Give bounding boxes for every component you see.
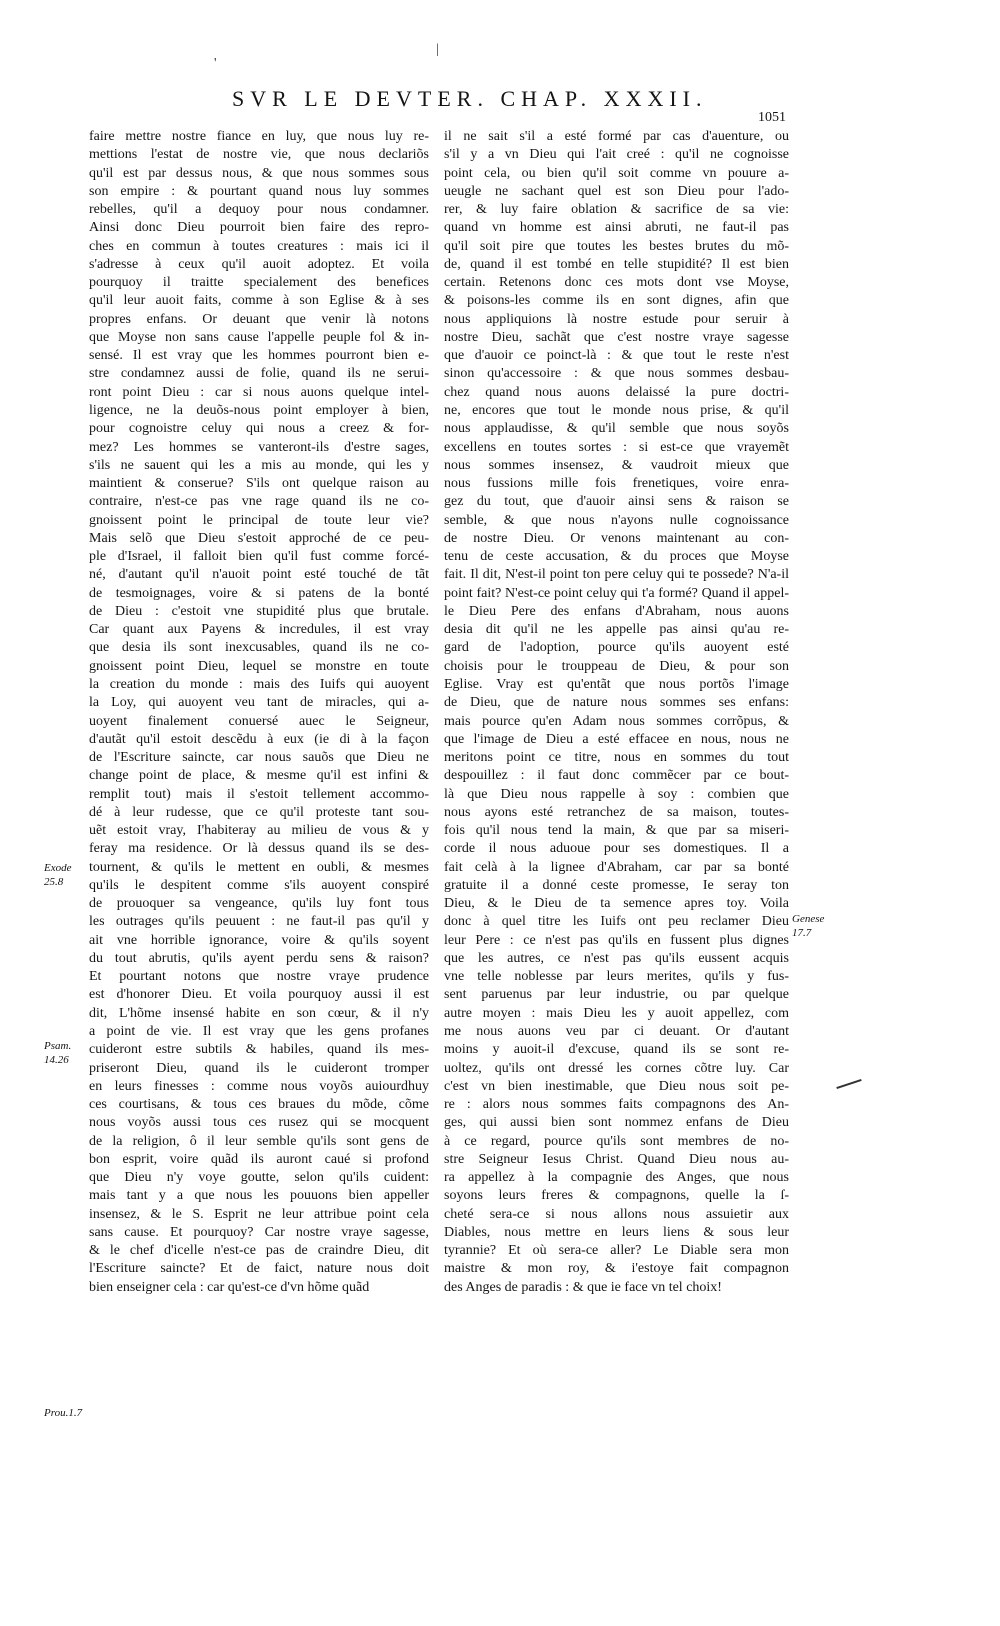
text-line: la creation du monde : mais des Iuifs qui auoyent bbox=[89, 676, 429, 692]
text-line: sans cause. Et pourquoy? Car nostre vraye sagesse, bbox=[89, 1224, 429, 1240]
text-line: nous applaudisse, & qu'il semble que nous soyõs bbox=[444, 421, 789, 437]
text-line: sensé. Il est vray que les hommes pourront bien e- bbox=[89, 348, 429, 364]
text-line: du tout abrutis, qu'ils ayent perdu sens & raison? bbox=[89, 950, 429, 966]
text-line: fait celà à la lignee d'Abraham, car par sa bonté bbox=[444, 859, 789, 875]
text-line: est d'honorer Dieu. Et voila pourquoy aussi il est bbox=[89, 987, 429, 1003]
text-line: certain. Retenons donc ces mots dont vse Moyse, bbox=[444, 275, 789, 291]
text-line: s'ils ne sauent qui les a mis au monde, qui les y bbox=[89, 457, 429, 473]
text-line: Ainsi donc Dieu pourroit bien faire des repro- bbox=[89, 220, 429, 236]
text-line: tenu de ceste accusation, & du proces que Moyse bbox=[444, 549, 789, 565]
text-line: mais tant y a que nous les pouuons bien appeller bbox=[89, 1188, 429, 1204]
text-line: sent paruenus par leur industrie, ou par quelque bbox=[444, 987, 789, 1003]
text-line: meritons point ce titre, nous en sommes du tout bbox=[444, 750, 789, 766]
text-line: s'il y a vn Dieu qui l'ait creé : qu'il ne cognoisse bbox=[444, 147, 789, 163]
text-line: bien enseigner cela : car qu'est-ce d'vn hõme quãd bbox=[89, 1279, 370, 1295]
stray-mark: | bbox=[436, 42, 439, 57]
text-line: & poisons-les comme ils en sont dignes, afin que bbox=[444, 293, 789, 309]
stray-mark: ' bbox=[214, 56, 217, 71]
text-line: que Moyse non sans cause l'appelle peuple fol & in- bbox=[89, 329, 429, 345]
text-line: uoltez, qu'ils ont dressé les cornes cõtre luy. Car bbox=[444, 1060, 789, 1076]
text-line: gnoissent point le principal de toute leur vie? bbox=[89, 512, 429, 528]
text-line: de Dieu : c'estoit vne stupidité plus que brutale. bbox=[89, 603, 429, 619]
text-line: quand vn homme est ainsi abruti, ne faut-il pas bbox=[444, 220, 789, 236]
text-line: & le chef d'icelle n'est-ce pas de craindre Dieu, dit bbox=[89, 1243, 429, 1259]
text-line: de l'Escriture saincte, car nous sauõs que Dieu ne bbox=[89, 750, 429, 766]
left-text-column bbox=[89, 128, 429, 1297]
text-line: moins y auoit-il d'excuse, quand ils se sont re- bbox=[444, 1042, 789, 1058]
text-line: remplit tout) mais il s'estoit tellement accommo- bbox=[89, 786, 429, 802]
right-text-column bbox=[444, 128, 789, 1297]
text-line: maistre & mon roy, & i'estoye fait compagnon bbox=[444, 1261, 789, 1277]
text-line: nous fussions mille fois frenetiques, voire enra- bbox=[444, 476, 789, 492]
text-line: change point de place, & mesme qu'il est infini & bbox=[89, 768, 429, 784]
text-line: feray ma residence. Or là dessus quand ils se des- bbox=[89, 841, 429, 857]
text-line: fait. Il dit, N'est-il point ton pere celuy qui te possede? N'a-il bbox=[444, 567, 789, 583]
text-line: ligence, ne la deuõs-nous point employer à bien, bbox=[89, 402, 429, 418]
text-line: que l'image de Dieu a esté effacee en nous, nous ne bbox=[444, 731, 789, 747]
text-line: me nous auons veu par ci deuant. Or d'autant bbox=[444, 1024, 789, 1040]
text-line: nous sommes insensez, & vaudroit mieux que bbox=[444, 457, 789, 473]
text-line: que Dieu n'y voye goutte, selon qu'ils cuident: bbox=[89, 1170, 429, 1186]
text-line: uoyent finalement conuersé auec le Seigneur, bbox=[89, 713, 429, 729]
text-line: choisis pour le trouppeau de Dieu, & pour son bbox=[444, 658, 789, 674]
text-line: soyons leurs freres & compagnons, quelle la ſ- bbox=[444, 1188, 789, 1204]
text-line: Et pourtant notons que nostre vraye prudence bbox=[89, 969, 429, 985]
text-line: mez? Les hommes se vanteront-ils d'estre sages, bbox=[89, 439, 429, 455]
text-line: de la religion, ô il leur semble qu'ils sont gens de bbox=[89, 1133, 429, 1149]
text-line: qu'ils le despitent comme s'ils auoyent conspiré bbox=[89, 877, 429, 893]
text-line: nous ayons esté retranchez de sa maison, toutes- bbox=[444, 804, 789, 820]
text-line: contraire, n'est-ce pas vne rage quand ils ne co- bbox=[89, 494, 429, 510]
text-line: pour cognoistre celuy qui nous a creez & for- bbox=[89, 421, 429, 437]
text-line: semble, & que nous n'ayons nulle cognoissance bbox=[444, 512, 789, 528]
text-line: ple d'Israel, il falloit bien qu'il fust comme forcé- bbox=[89, 549, 429, 565]
text-line: mettions l'estat de nostre vie, que nous declariõs bbox=[89, 147, 429, 163]
text-line: maintient & conserue? S'ils ont quelque raison au bbox=[89, 476, 429, 492]
text-line: de nostre Dieu. Or venons maintenant au con- bbox=[444, 530, 789, 546]
text-line: c'est vn bien inestimable, que Dieu nous soit pe- bbox=[444, 1078, 789, 1094]
text-line: ra appellez à la compagnie des Anges, que nous bbox=[444, 1170, 789, 1186]
text-line: rer, & luy faire oblation & sacrifice de sa vie: bbox=[444, 202, 789, 218]
margin-note-proverbs: Prou.1.7 bbox=[44, 1407, 83, 1419]
stray-pen-stroke bbox=[836, 1079, 861, 1089]
text-line: Eglise. Vray est qu'entãt que nous portõs l'image bbox=[444, 676, 789, 692]
text-line: excellens en toutes sortes : si est-ce que vrayemẽt bbox=[444, 439, 789, 455]
text-line: nous voyõs aussi tous ces rusez qui se mocquent bbox=[89, 1115, 429, 1131]
text-line: propres enfans. Or deuant que venir là notons bbox=[89, 311, 429, 327]
text-line: uẽt estoit vray, I'habiteray au milieu de vous & y bbox=[89, 823, 429, 839]
text-line: ne, encores que tout le monde nous prise, & qu'il bbox=[444, 402, 789, 418]
text-line: de, quand il est tombé en telle stupidité? Il est bien bbox=[444, 256, 789, 272]
text-line: pourquoy il traitte specialement des benefices bbox=[89, 275, 429, 291]
text-line: donc à quel titre les Iuifs ont peu reclamer Dieu bbox=[444, 914, 789, 930]
text-line: sinon qu'accessoire : & que nous sommes desbau- bbox=[444, 366, 789, 382]
text-line: tyrannie? Et où sera-ce aller? Le Diable sera mon bbox=[444, 1243, 789, 1259]
text-line: dé à leur rudesse, que ce qu'il proteste tant sou- bbox=[89, 804, 429, 820]
text-line: corde il nous aduoue pour ses domestiques. Il a bbox=[444, 841, 789, 857]
text-line: des Anges de paradis : & que ie face vn tel choix! bbox=[444, 1279, 722, 1295]
text-line: stre Seigneur Iesus Christ. Quand Dieu nous au- bbox=[444, 1151, 789, 1167]
text-line: Diables, nous mettre en leurs liens & sous leur bbox=[444, 1224, 789, 1240]
margin-note-exode: Exode 25.8 bbox=[44, 862, 72, 888]
text-line: de tesmoignages, voire & si patens de la bonté bbox=[89, 585, 429, 601]
text-line: d'autãt qu'il estoit descẽdu à eux (ie di à la façon bbox=[89, 731, 429, 747]
text-line: despouillez : il faut donc commẽcer par ce bout- bbox=[444, 768, 789, 784]
text-line: a point de vie. Il est vray que les gens profanes bbox=[89, 1024, 429, 1040]
text-line: gratuite il a donné ceste promesse, Ie seray ton bbox=[444, 877, 789, 893]
text-line: né, d'autant qu'il n'auoit point esté touché de tãt bbox=[89, 567, 429, 583]
text-line: en leurs finesses : comme nous voyõs auiourdhuy bbox=[89, 1078, 429, 1094]
text-line: re : alors nous sommes faits compagnons des An- bbox=[444, 1097, 789, 1113]
text-line: ges, qui aussi bien sont nommez enfans de Dieu bbox=[444, 1115, 789, 1131]
text-line: à ce regard, pource qu'ils sont membres de no- bbox=[444, 1133, 789, 1149]
text-line: faire mettre nostre fiance en luy, que nous luy re- bbox=[89, 129, 429, 144]
margin-note-genesis: Genese 17.7 bbox=[792, 913, 825, 939]
page-number: 1051 bbox=[758, 110, 786, 125]
text-line: Car quant aux Payens & incredules, il est vray bbox=[89, 622, 429, 638]
text-line: gez du tout, que d'auoir ainsi sens & raison se bbox=[444, 494, 789, 510]
text-line: que d'auoir ce poinct-là : & que tout le reste n'est bbox=[444, 348, 789, 364]
text-line: insensez, & le S. Esprit ne leur attribue point cela bbox=[89, 1206, 429, 1222]
text-line: les outrages qu'ils peuuent : ne faut-il pas qu'il y bbox=[89, 914, 429, 930]
text-line: point cela, ou bien qu'il soit comme vn pouure a- bbox=[444, 165, 789, 181]
text-line: s'adresse à ceux qu'il auoit adoptez. Et voila bbox=[89, 256, 429, 272]
text-line: mais pource qu'en Adam nous sommes corrõpus, & bbox=[444, 713, 789, 729]
text-line: gard de l'adoption, pource qu'ils auoyent esté bbox=[444, 640, 789, 656]
text-line: point fait? N'est-ce point celuy qui t'a formé? Quand il appel- bbox=[444, 585, 789, 601]
text-line: son empire : & pourtant quand nous luy sommes bbox=[89, 183, 429, 199]
text-line: de prouoquer sa vengeance, qu'ils luy font tous bbox=[89, 896, 429, 912]
text-line: ches en commun à toutes creatures : mais ici il bbox=[89, 238, 429, 254]
text-line: rebelles, qu'il a dequoy pour nous condamner. bbox=[89, 202, 429, 218]
text-line: autre moyen : mais Dieu les y auoit appellez, com bbox=[444, 1005, 789, 1021]
text-line: dit, L'hõme insensé habite en son cœur, & il n'y bbox=[89, 1005, 429, 1021]
text-line: ait vne horrible ignorance, voire & qu'ils soyent bbox=[89, 932, 429, 948]
text-line: nous appliquions là nostre estude pour seruir à bbox=[444, 311, 789, 327]
text-line: stre condamnez aussi de folie, quand ils ne serui- bbox=[89, 366, 429, 382]
text-line: Dieu, & le Dieu de ta semence apres toy. Voila bbox=[444, 896, 789, 912]
margin-note-psalm: Psam. 14.26 bbox=[44, 1040, 72, 1066]
text-line: Mais selõ que Dieu s'estoit approché de ce peu- bbox=[89, 530, 429, 546]
text-line: là que Dieu nous rappelle à soy : combien que bbox=[444, 786, 789, 802]
text-line: de Dieu, que de nature nous sommes ses enfans: bbox=[444, 695, 789, 711]
text-line: vne telle noblesse par leurs merites, qu'ils y fus- bbox=[444, 969, 789, 985]
text-line: il ne sait s'il a esté formé par cas d'auenture, ou bbox=[444, 129, 789, 144]
text-line: tournent, & qu'ils le mettent en oubli, & mesmes bbox=[89, 859, 429, 875]
text-line: qu'il leur auoit faits, comme à son Eglise & à ses bbox=[89, 293, 429, 309]
text-line: qu'il est par dessus nous, & que nous sommes sous bbox=[89, 165, 429, 181]
text-line: fois qu'il nous tend la main, & que par sa miseri- bbox=[444, 823, 789, 839]
text-line: priseront Dieu, quand ils le cuideront tromper bbox=[89, 1060, 429, 1076]
text-line: le Dieu Pere des enfans d'Abraham, nous auons bbox=[444, 603, 789, 619]
text-line: ces courtisans, & tous ces braues du mõde, cõme bbox=[89, 1097, 429, 1113]
running-title: SVR LE DEVTER. CHAP. XXXII. bbox=[232, 86, 708, 111]
text-line: ueugle ne sachant quel est son Dieu pour l'ado- bbox=[444, 183, 789, 199]
text-line: cuideront estre subtils & habiles, quand ils mes- bbox=[89, 1042, 429, 1058]
text-line: l'Escriture saincte? Et de faict, nature nous doit bbox=[89, 1261, 429, 1277]
text-line: chez quand nous auons delaissé la pure doctri- bbox=[444, 384, 789, 400]
text-line: cheté sera-ce si nous allons nous assuietir aux bbox=[444, 1206, 789, 1222]
text-line: desia dit qu'il ne les appelle pas ainsi qu'au re- bbox=[444, 622, 789, 638]
text-line: ront point Dieu : car si nous auons quelque intel- bbox=[89, 384, 429, 400]
text-line: que les autres, ce n'est pas qu'ils eussent acquis bbox=[444, 950, 789, 966]
text-line: gnoissent point Dieu, lequel se monstre en toute bbox=[89, 658, 429, 674]
text-line: qu'il soit pire que toutes les bestes brutes du mõ- bbox=[444, 238, 789, 254]
text-line: nostre Dieu, sachãt que c'est nostre vraye sagesse bbox=[444, 329, 789, 345]
text-line: bon esprit, voire quãd ils auront caué si profond bbox=[89, 1151, 429, 1167]
text-line: leur Pere : ce n'est pas qu'ils en fussent plus dignes bbox=[444, 932, 789, 948]
text-line: que desia ils sont inexcusables, quand ils ne co- bbox=[89, 640, 429, 656]
text-line: la Loy, qui auoyent veu tant de miracles, qui a- bbox=[89, 695, 429, 711]
